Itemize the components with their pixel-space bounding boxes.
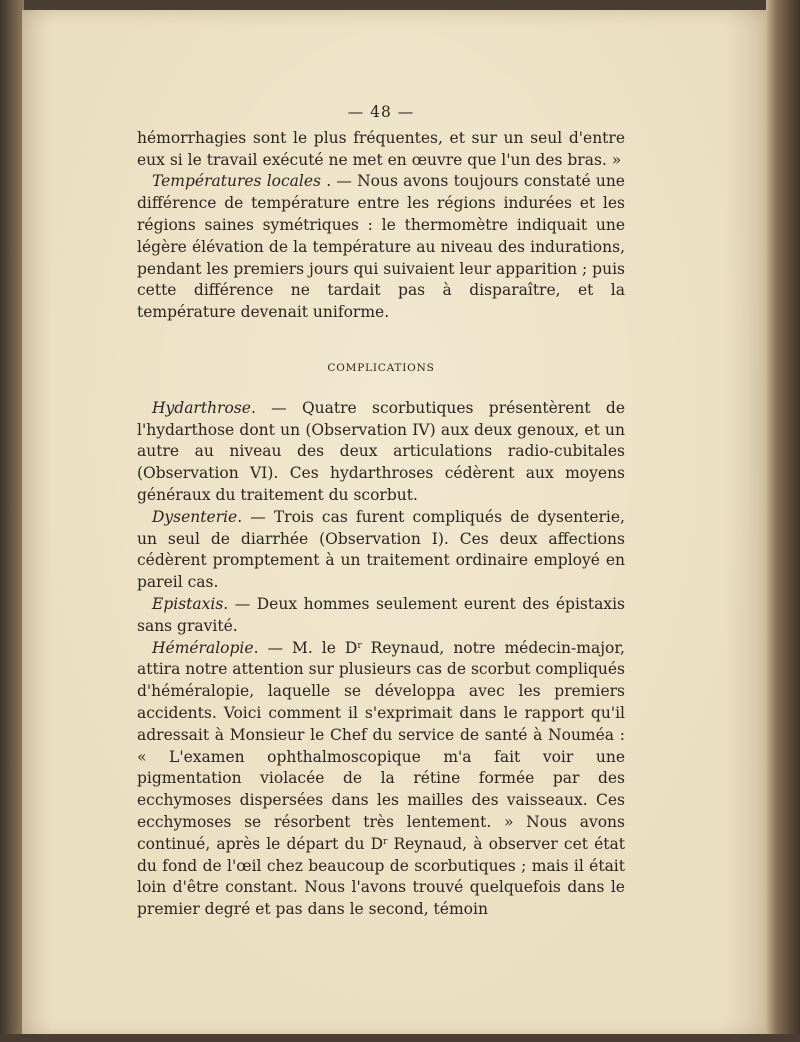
- paragraph-temperatures: [137, 171, 625, 324]
- page-fore-edge: [766, 0, 800, 1042]
- paragraph-dysenterie: [137, 507, 625, 594]
- scan-top-border: [0, 0, 800, 10]
- paragraph-hemeralopie: [137, 638, 625, 921]
- page-text-block: [137, 102, 625, 921]
- paragraph-text: hémorrhagies sont le plus fréquentes, et sur un seul d'entre eux si le travail exécuté ne met en œuvre que l'un des bras. »: [137, 128, 625, 169]
- superscript: r: [383, 836, 388, 847]
- paragraph-heading: Epistaxis: [152, 594, 224, 613]
- paragraph-epistaxis: [137, 594, 625, 638]
- scan-bottom-border: [0, 1034, 800, 1042]
- paragraph-text: Reynaud, notre médecin-major, attira notre attention sur plusieurs cas de scorbut compliqués d'héméralopie, laquelle se développa avec les premiers accidents. Voici comment il s'exprimait dans le rapport qu'il adressait à Monsieur le Chef du service de santé à Nouméa : « L'examen ophthalmoscopique m'a fait voir une pigmentation violacée de la rétine formée par des ecchymoses dispersées dans les mailles des vaisseaux. Ces ecchymoses se résorbent très lentement. » Nous avons continué, après le départ du D: [137, 638, 625, 853]
- paragraph-text: . — Quatre scorbutiques présentèrent de l'hydarthose dont un (Observation IV) aux deux genoux, et un autre au niveau des deux articulations radio-cubitales (Observation VI). Ces hydarthroses cédèrent aux moyens généraux du traitement du scorbut.: [137, 398, 625, 504]
- superscript: r: [357, 640, 362, 651]
- paragraph-heading: Températures locales: [152, 172, 322, 191]
- paragraph-hydarthrose: [137, 398, 625, 507]
- paragraph-text: Reynaud, à observer cet état du fond de l'œil chez beaucoup de scorbutiques ; mais il était loin d'être constant. Nous l'avons trouvé quelquefois dans le premier degré et pas dans le second, témoin: [137, 834, 625, 919]
- paragraph-heading: Hydarthrose: [152, 398, 251, 417]
- paragraph-heading: Héméralopie: [152, 638, 254, 657]
- paragraph-heading: Dysenterie: [152, 507, 238, 526]
- paragraph-text: . — Trois cas furent compliqués de dysenterie, un seul de diarrhée (Observation I). Ces deux affections cédèrent promptement à un traitement ordinaire employé en pareil cas.: [137, 507, 625, 592]
- page-number: — 48 —: [347, 103, 415, 121]
- book-spine-edge: [0, 0, 24, 1042]
- paragraph-text: . — M. le D: [253, 638, 358, 657]
- paragraph-text: . — Deux hommes seulement eurent des épistaxis sans gravité.: [137, 594, 625, 635]
- paragraph-text: . — Nous avons toujours constaté une différence de température entre les régions indurées et les régions saines symétriques : le thermomètre indiquait une légère élévation de la température au niveau des indurations, pendant les premiers jours qui suivaient leur apparition ; puis cette différence ne tardait pas à disparaître, et la température devenait uniforme.: [137, 172, 625, 322]
- paragraph-continuation: [137, 128, 625, 172]
- section-title: COMPLICATIONS: [327, 361, 435, 374]
